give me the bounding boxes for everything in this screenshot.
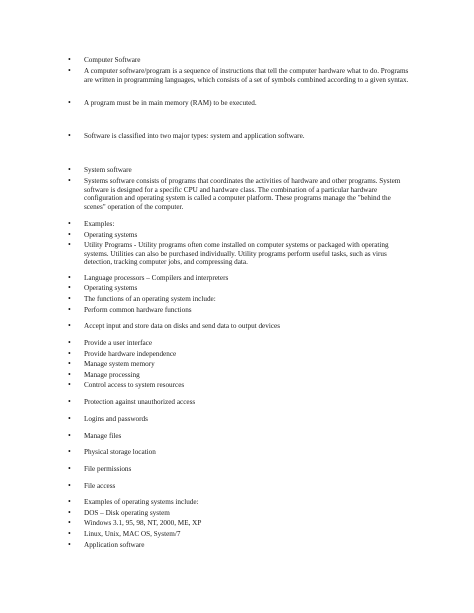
list-item: • Language processors – Compilers and interpreters: [84, 274, 414, 283]
list-item: • Manage files: [84, 432, 414, 441]
list-item: • Linux, Unix, MAC OS, System/7: [84, 530, 414, 539]
list-item: • Computer Software: [84, 56, 414, 65]
list-item: • The functions of an operating system include:: [84, 295, 414, 304]
list-item: • Manage system memory: [84, 360, 414, 369]
list-item: • Provide hardware independence: [84, 350, 414, 359]
list-item: • Perform common hardware functions: [84, 306, 414, 315]
list-item: • A computer software/program is a sequence of instructions that tell the computer hardware what to do. Programs are written in programming languages, which consists of a set of symbols combined according to a given syntax.: [84, 67, 414, 84]
list-item: • System software: [84, 166, 414, 175]
list-item: • Windows 3.1, 95, 98, NT, 2000, ME, XP: [84, 519, 414, 528]
list-item: • Manage processing: [84, 371, 414, 380]
list-item: • Control access to system resources: [84, 381, 414, 390]
list-item: • File access: [84, 482, 414, 491]
list-item: • Examples:: [84, 220, 414, 229]
list-item: • Examples of operating systems include:: [84, 498, 414, 507]
list-item: • Systems software consists of programs that coordinates the activities of hardware and other programs. System software is designed for a specific CPU and hardware class. The combination of a particular hardware configuration and operating system is called a computer platform. These programs manage the "behind the scenes" operation of the computer.: [84, 177, 414, 211]
list-item: • File permissions: [84, 465, 414, 474]
list-item: • Physical storage location: [84, 448, 414, 457]
list-item: • Protection against unauthorized access: [84, 398, 414, 407]
list-item: • Application software: [84, 541, 414, 550]
list-item: • Operating systems: [84, 284, 414, 293]
list-item: • Utility Programs - Utility programs often come installed on computer systems or packaged with operating systems. Utilities can also be purchased individually. Utility programs perform useful tasks, such as virus detection, tracking computer jobs, and compressing data.: [84, 241, 414, 267]
list-item: • Accept input and store data on disks and send data to output devices: [84, 322, 414, 331]
list-item: • Operating systems: [84, 231, 414, 240]
list-item: • Software is classified into two major types: system and application software.: [84, 132, 414, 141]
list-item: • DOS – Disk operating system: [84, 509, 414, 518]
list-item: • A program must be in main memory (RAM) to be executed.: [84, 99, 414, 108]
list-item: • Provide a user interface: [84, 339, 414, 348]
list-item: • Logins and passwords: [84, 415, 414, 424]
